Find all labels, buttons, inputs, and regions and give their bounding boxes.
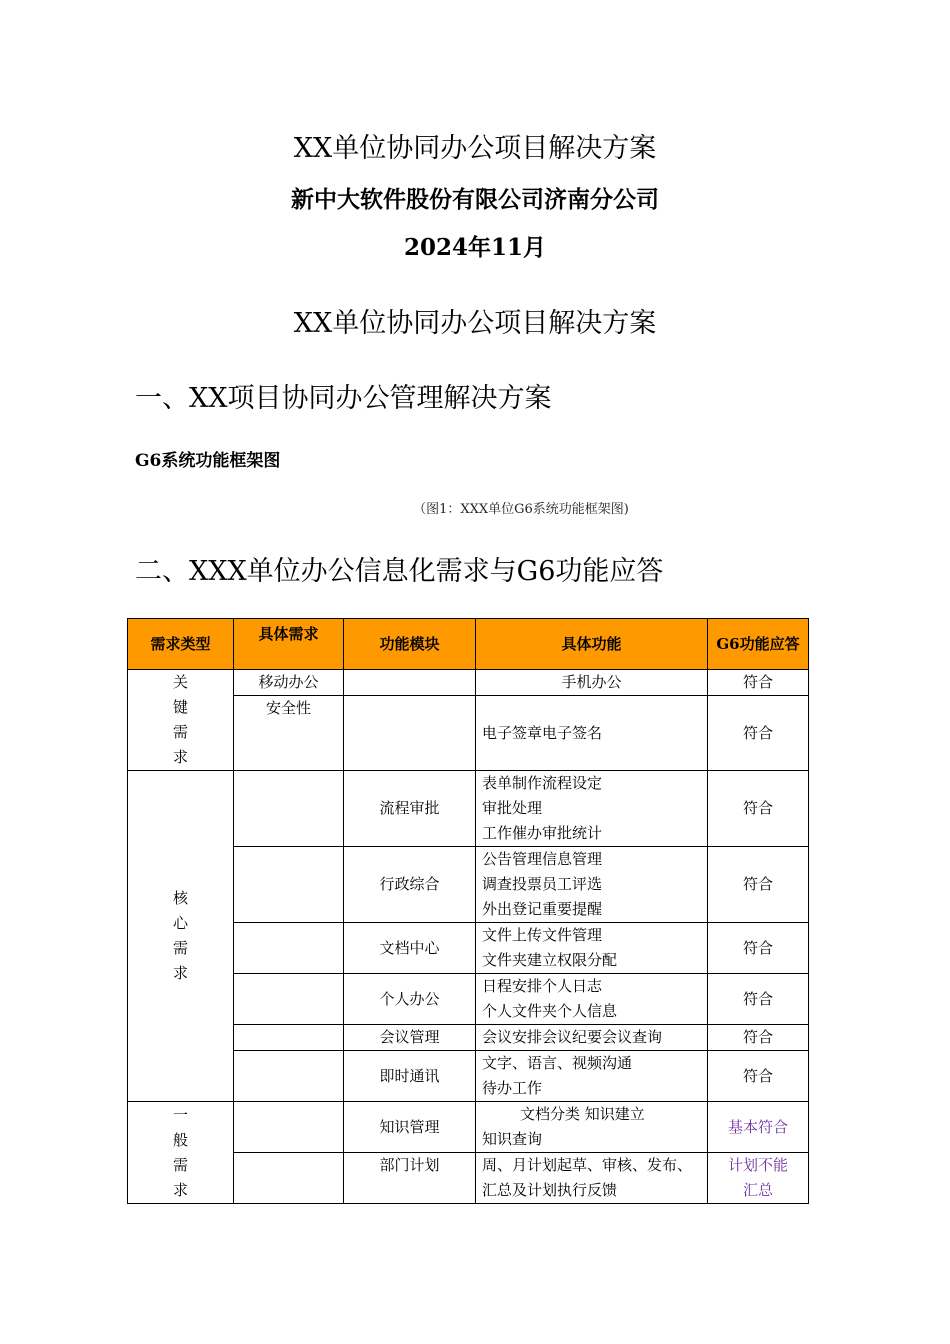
module-cell: 流程审批 [344,771,476,847]
function-cell: 文档分类 知识建立 知识查询 [476,1102,708,1153]
need-cell [234,1153,344,1204]
need-cell [234,1025,344,1051]
table-row [128,670,809,696]
group-core: 核 心 需 求 [128,771,234,1102]
function-cell: 文件上传文件管理 文件夹建立权限分配 [476,923,708,974]
document-title: XX单位协同办公项目解决方案 [293,133,657,164]
function-cell: 日程安排个人日志 个人文件夹个人信息 [476,974,708,1025]
need-cell: 移动办公 [234,670,344,696]
function-cell: 手机办公 [476,670,708,696]
need-cell [234,1102,344,1153]
need-cell: 安全性 [234,696,344,771]
need-cell [234,974,344,1025]
group-key: 关 键 需 求 [128,670,234,771]
response-cell: 计划不能 汇总 [708,1153,809,1204]
document-date: 2024年11月 [403,234,547,261]
need-cell [234,771,344,847]
header-type: 需求类型 [128,619,234,670]
module-cell: 个人办公 [344,974,476,1025]
module-cell [344,670,476,696]
header-function: 具体功能 [476,619,708,670]
function-cell: 文字、语言、视频沟通 待办工作 [476,1051,708,1102]
module-cell: 会议管理 [344,1025,476,1051]
function-cell: 会议安排会议纪要会议查询 [476,1025,708,1051]
response-cell: 符合 [708,923,809,974]
function-cell: 公告管理信息管理 调查投票员工评选 外出登记重要提醒 [476,847,708,923]
module-cell [344,696,476,771]
response-cell: 符合 [708,670,809,696]
module-cell: 文档中心 [344,923,476,974]
header-response: G6功能应答 [708,619,809,670]
header-module: 功能模块 [344,619,476,670]
company-name: 新中大软件股份有限公司济南分公司 [291,186,659,213]
function-cell: 周、月计划起草、审核、发布、 汇总及计划执行反馈 [476,1153,708,1204]
section1-subheading: G6系统功能框架图 [135,451,281,471]
table-row [128,771,809,847]
need-cell [234,847,344,923]
header-need: 具体需求 [234,619,344,670]
response-cell: 符合 [708,771,809,847]
figure-caption: （图1：XXX单位G6系统功能框架图) [413,502,629,517]
function-cell: 表单制作流程设定 审批处理 工作催办审批统计 [476,771,708,847]
response-cell: 符合 [708,974,809,1025]
response-cell: 基本符合 [708,1102,809,1153]
module-cell: 行政综合 [344,847,476,923]
requirements-table [127,618,809,1204]
document-title-repeat: XX单位协同办公项目解决方案 [293,308,657,339]
response-cell: 符合 [708,696,809,771]
module-cell: 部门计划 [344,1153,476,1204]
section1-heading: 一、XX项目协同办公管理解决方案 [135,383,552,414]
need-cell [234,1051,344,1102]
function-cell: 电子签章电子签名 [476,696,708,771]
table-header-row [128,619,809,670]
module-cell: 即时通讯 [344,1051,476,1102]
response-cell: 符合 [708,1025,809,1051]
response-cell: 符合 [708,1051,809,1102]
table-row [128,1102,809,1153]
response-cell: 符合 [708,847,809,923]
module-cell: 知识管理 [344,1102,476,1153]
section2-heading: 二、XXX单位办公信息化需求与G6功能应答 [135,556,664,587]
group-general: 一 般 需 求 [128,1102,234,1204]
need-cell [234,923,344,974]
